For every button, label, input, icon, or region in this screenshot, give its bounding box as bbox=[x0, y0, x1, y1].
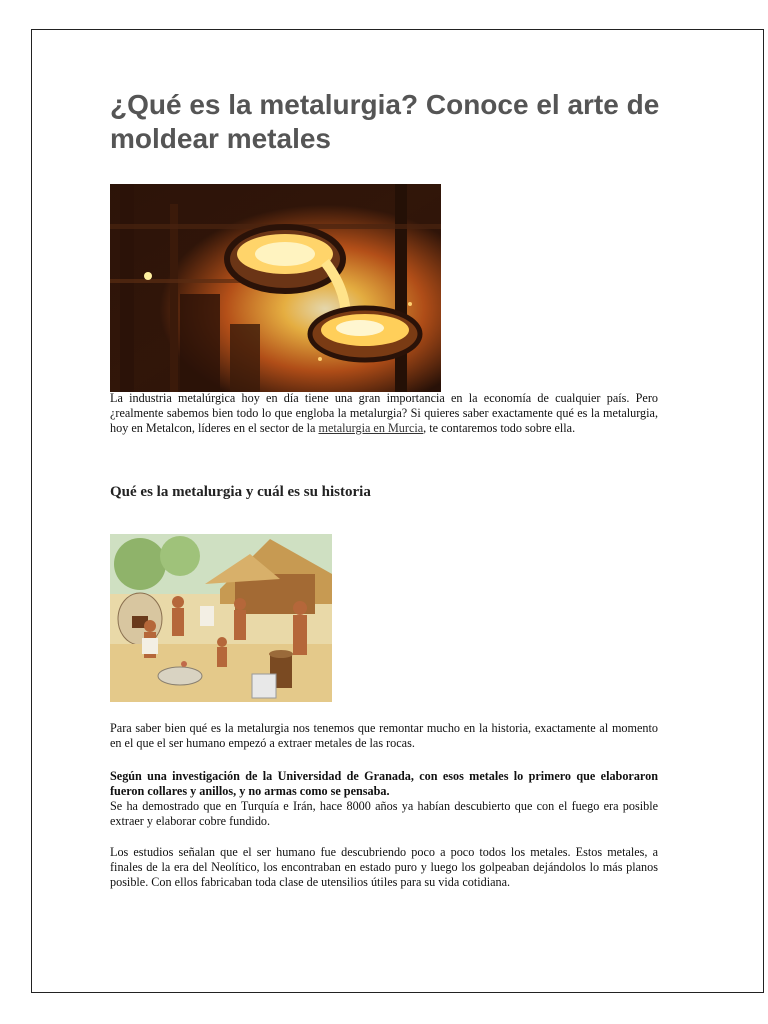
article-title: ¿Qué es la metalurgia? Conoce el arte de moldear metales bbox=[110, 89, 660, 154]
section-heading: Qué es la metalurgia y cuál es su historia bbox=[110, 484, 371, 500]
turkey-iran-text: Se ha demostrado que en Turquía e Irán, hace 8000 años ya habían descubierto que con el fuego era posible extraer y elaborar cobre fundido. bbox=[110, 799, 658, 828]
history-paragraph: Para saber bien qué es la metalurgia nos tenemos que remontar mucho en la historia, exactamente al momento en el que el ser humano empezó a extraer metales de las rocas. bbox=[110, 721, 658, 750]
document-page bbox=[31, 29, 764, 993]
studies-paragraph: Los estudios señalan que el ser humano fue descubriendo poco a poco todos los metales. Estos metales, a finales de la era del Neolítico, los encontraban en estado puro y luego los golpeaban dejándolos lo más planos posible. Con ellos fabricaban toda clase de utensilios útiles para su vida cotidiana. bbox=[110, 845, 658, 889]
foundry-photo bbox=[110, 184, 441, 392]
intro-paragraph: La industria metalúrgica hoy en día tiene una gran importancia en la economía de cualquier país. Pero ¿realmente sabemos bien todo lo que engloba la metalurgia? Si quieres saber exactamente qué es la metalurgia, hoy en Metalcon, líderes en el sector de la metalurgia en Murcia, te contaremos todo sobre ella. bbox=[110, 391, 658, 435]
granada-paragraph bbox=[110, 769, 658, 829]
granada-bold-text: Según una investigación de la Universidad de Granada, con esos metales lo primero que elaboraron fueron collares y anillos, y no armas como se pensaba. bbox=[110, 769, 658, 798]
prehistoric-illustration bbox=[110, 534, 332, 702]
metalurgia-murcia-link[interactable]: metalurgia en Murcia bbox=[318, 421, 424, 435]
